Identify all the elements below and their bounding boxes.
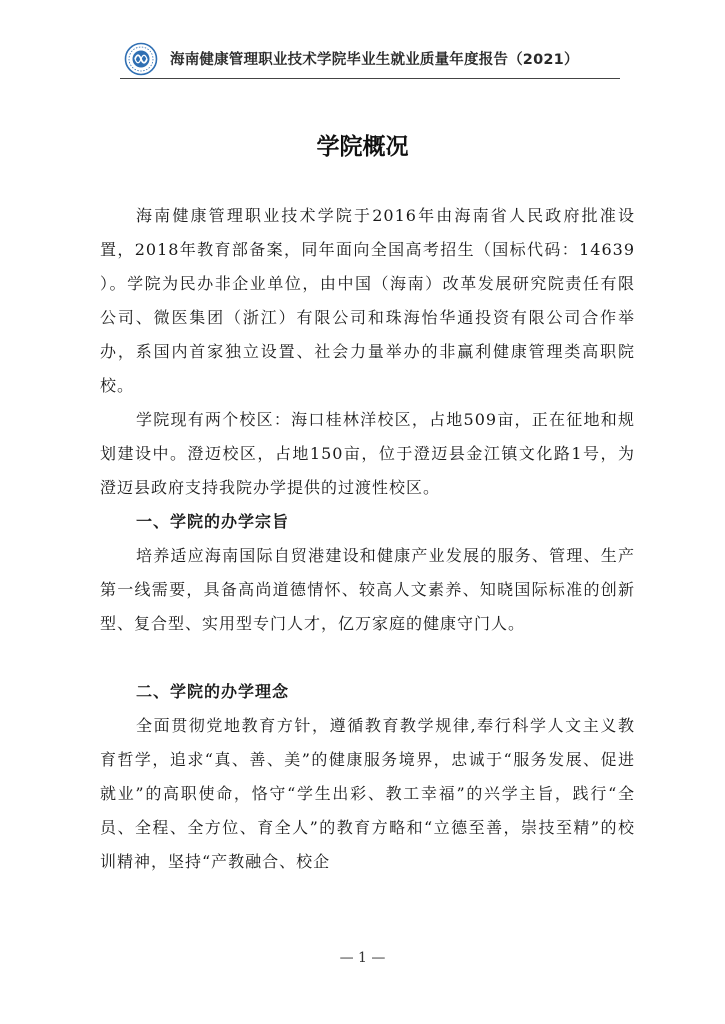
college-seal-icon — [124, 42, 158, 76]
page-number: — 1 — — [339, 950, 386, 966]
philosophy-paragraph: 全面贯彻党地教育方针，遵循教育教学规律,奉行科学人文主义教育哲学，追求“真、善、美”的健康服务境界，忠诚于“服务发展、促进就业”的高职使命，恪守“学生出彩、教工幸福”的兴学主旨，践行“全员、全程、全方位、育全人”的教育方略和“立德至善，崇技至精”的校训精神，坚持“产教融合、校企 — [100, 716, 635, 871]
header-divider — [120, 78, 620, 79]
page-title: 学院概况 — [316, 134, 409, 160]
header-title: 海南健康管理职业技术学院毕业生就业质量年度报告（2021） — [170, 52, 579, 68]
campus-paragraph: 学院现有两个校区：海口桂林洋校区，占地509亩，正在征地和规划建设中。澄迈校区，占地150亩，位于澄迈县金江镇文化路1号，为澄迈县政府支持我院办学提供的过渡性校区。 — [100, 410, 635, 497]
section-heading-mission: 一、学院的办学宗旨 — [136, 512, 290, 531]
section-heading-philosophy: 二、学院的办学理念 — [136, 682, 290, 701]
mission-paragraph: 培养适应海南国际自贸港建设和健康产业发展的服务、管理、生产第一线需要，具备高尚道德情怀、较高人文素养、知晓国际标准的创新型、复合型、实用型专门人才，亿万家庭的健康守门人。 — [100, 546, 635, 633]
intro-paragraph: 海南健康管理职业技术学院于2016年由海南省人民政府批准设置，2018年教育部备案，同年面向全国高考招生（国标代码：14639 ）。学院为民办非企业单位，由中国（海南）改革发展研究院责任有限公司、微医集团（浙江）有限公司和珠海怡华通投资有限公司合作举办，系国内首家独立设置、社会力量举办的非赢利健康管理类高职院校。 — [100, 206, 635, 395]
page-header — [120, 38, 620, 80]
